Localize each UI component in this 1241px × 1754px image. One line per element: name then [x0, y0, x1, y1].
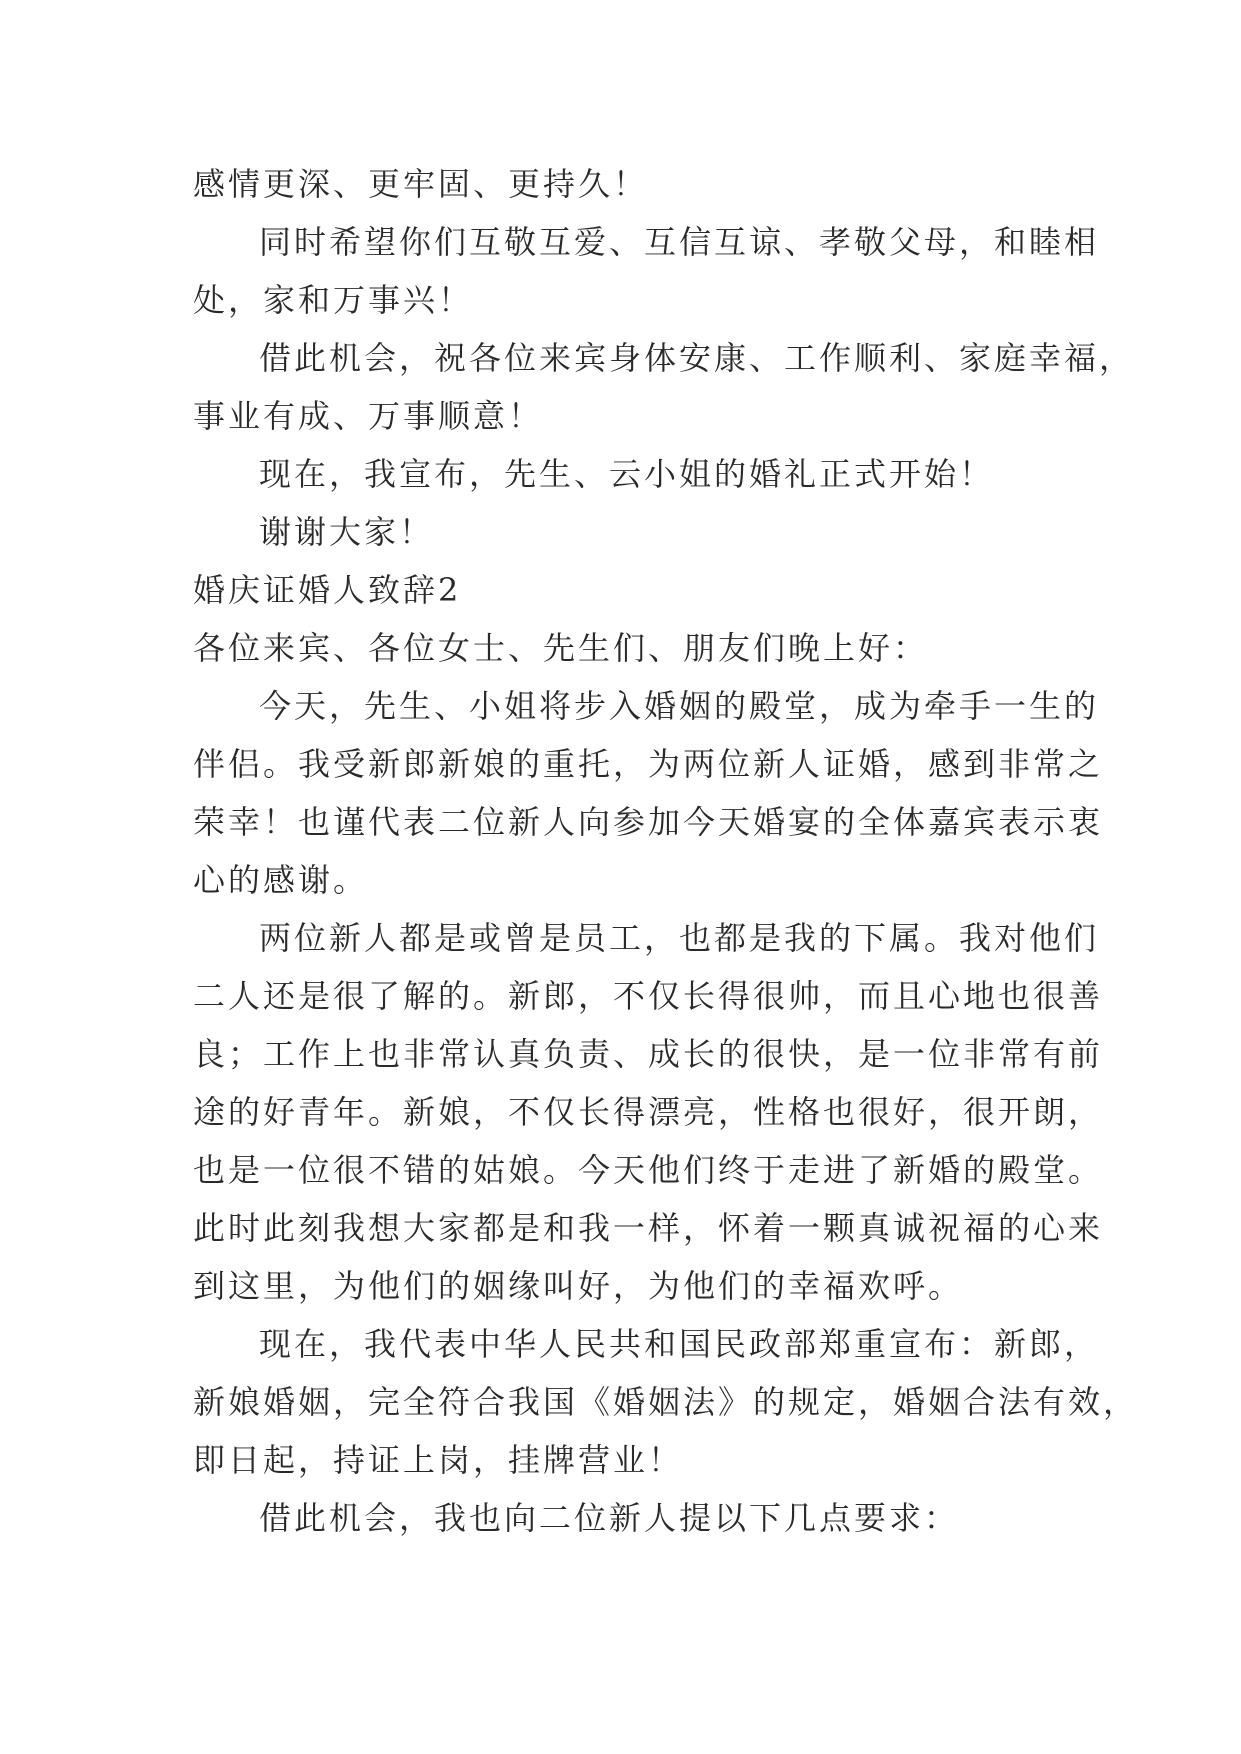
paragraph-line: 现在，我代表中华人民共和国民政部郑重宣布：新郎，	[259, 1325, 1100, 1363]
paragraph-line: 借此机会，祝各位来宾身体安康、工作顺利、家庭幸福，	[259, 339, 1135, 377]
paragraph-line: 谢谢大家！	[259, 513, 435, 551]
paragraph-line: 今天，先生、小姐将步入婚姻的殿堂，成为牵手一生的	[259, 687, 1100, 725]
paragraph-line: 也是一位很不错的姑娘。今天他们终于走进了新婚的殿堂。	[193, 1151, 1104, 1189]
paragraph-line: 即日起，持证上岗，挂牌营业！	[193, 1441, 684, 1479]
salutation-line: 各位来宾、各位女士、先生们、朋友们晚上好：	[193, 629, 929, 667]
paragraph-line: 二人还是很了解的。新郎，不仅长得很帅，而且心地也很善	[193, 977, 1104, 1015]
section-heading: 婚庆证婚人致辞2	[193, 571, 462, 609]
paragraph-line: 两位新人都是或曾是员工，也都是我的下属。我对他们	[259, 919, 1100, 957]
paragraph-line: 同时希望你们互敬互爱、互信互谅、孝敬父母，和睦相	[259, 223, 1100, 261]
paragraph-line: 心的感谢。	[193, 861, 369, 899]
paragraph-line: 良；工作上也非常认真负责、成长的很快，是一位非常有前	[193, 1035, 1104, 1073]
paragraph-line: 事业有成、万事顺意！	[193, 397, 544, 435]
paragraph-line: 伴侣。我受新郎新娘的重托，为两位新人证婚，感到非常之	[193, 745, 1104, 783]
paragraph-line: 途的好青年。新娘，不仅长得漂亮，性格也很好，很开朗，	[193, 1093, 1104, 1131]
paragraph-line: 此时此刻我想大家都是和我一样，怀着一颗真诚祝福的心来	[193, 1209, 1104, 1247]
paragraph-line: 借此机会，我也向二位新人提以下几点要求：	[259, 1499, 960, 1537]
paragraph-line: 现在，我宣布，先生、云小姐的婚礼正式开始！	[259, 455, 995, 493]
paragraph-line: 处，家和万事兴！	[193, 281, 474, 319]
paragraph-line: 感情更深、更牢固、更持久！	[193, 165, 649, 203]
paragraph-line: 到这里，为他们的姻缘叫好，为他们的幸福欢呼。	[193, 1267, 964, 1305]
paragraph-line: 荣幸！也谨代表二位新人向参加今天婚宴的全体嘉宾表示衷	[193, 803, 1104, 841]
paragraph-line: 新娘婚姻，完全符合我国《婚姻法》的规定，婚姻合法有效，	[193, 1383, 1139, 1421]
